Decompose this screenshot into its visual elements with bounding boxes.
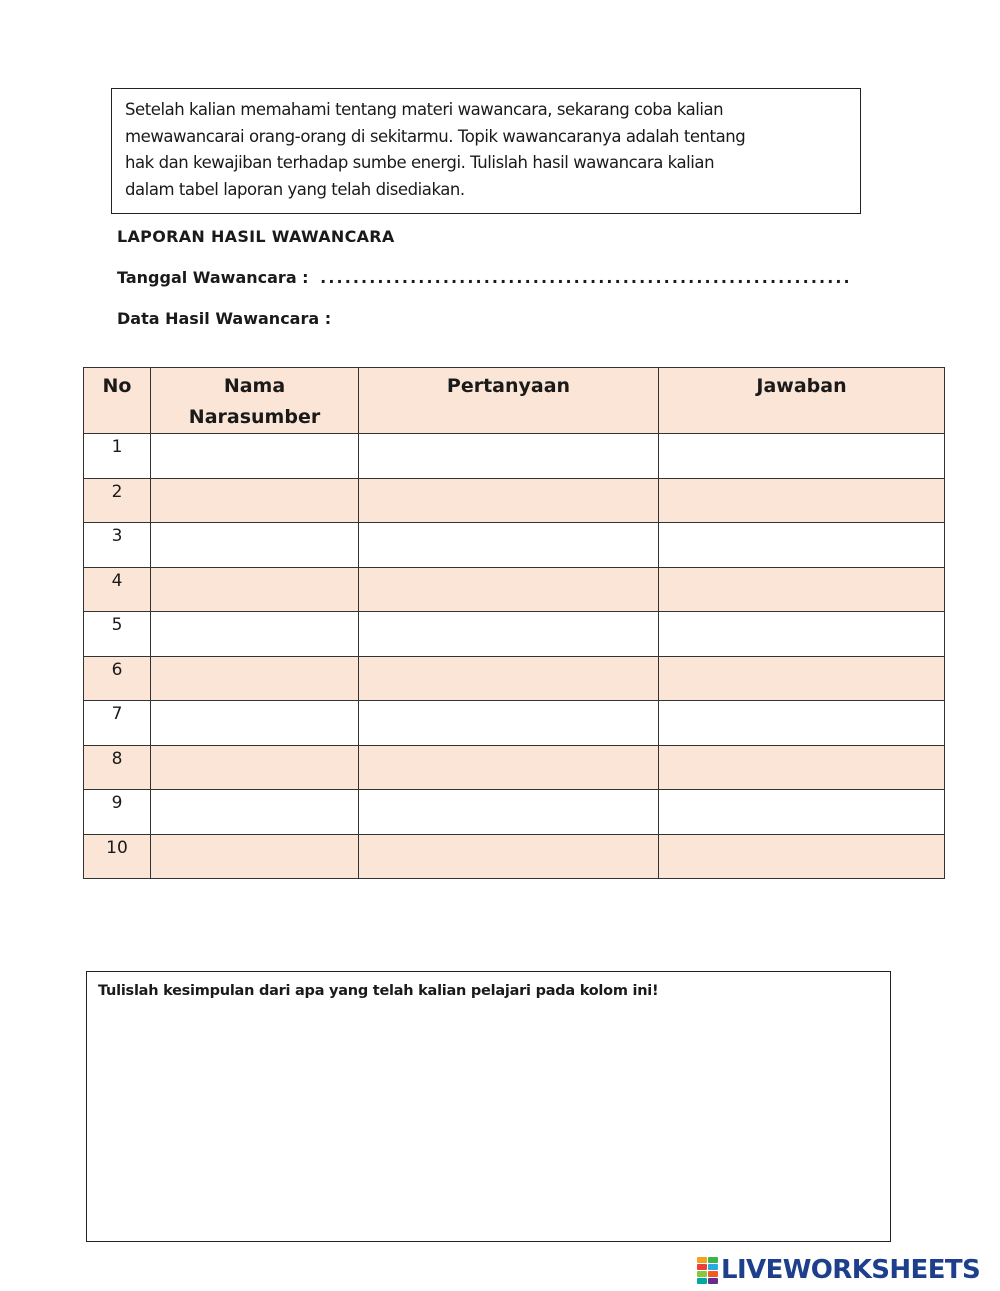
header-source-name-line2: Narasumber <box>188 406 321 428</box>
source-name-cell[interactable] <box>151 834 359 879</box>
logo-tile-2 <box>708 1257 718 1263</box>
source-name-cell[interactable] <box>151 434 359 479</box>
table-row <box>84 523 945 568</box>
instruction-box <box>111 88 861 214</box>
table-row <box>84 701 945 746</box>
table-header-row <box>84 368 945 434</box>
table-row <box>84 478 945 523</box>
liveworksheets-brand <box>697 1256 980 1284</box>
logo-tile-6 <box>708 1271 718 1277</box>
source-name-cell[interactable] <box>151 745 359 790</box>
interview-report-table <box>83 367 945 879</box>
answer-cell[interactable] <box>659 434 945 479</box>
logo-tile-3 <box>697 1264 707 1270</box>
answer-cell[interactable] <box>659 478 945 523</box>
row-number: 3 <box>84 523 151 568</box>
answer-cell[interactable] <box>659 567 945 612</box>
table-row <box>84 612 945 657</box>
instruction-line-1: Setelah kalian memahami tentang materi wawancara, sekarang coba kalian <box>125 100 724 119</box>
question-cell[interactable] <box>359 612 659 657</box>
answer-cell[interactable] <box>659 612 945 657</box>
logo-tile-4 <box>708 1264 718 1270</box>
question-cell[interactable] <box>359 745 659 790</box>
header-no: No <box>84 368 151 434</box>
liveworksheets-logo-icon <box>697 1257 718 1284</box>
answer-cell[interactable] <box>659 745 945 790</box>
header-answer: Jawaban <box>659 368 945 434</box>
source-name-cell[interactable] <box>151 478 359 523</box>
answer-cell[interactable] <box>659 790 945 835</box>
question-cell[interactable] <box>359 434 659 479</box>
source-name-cell[interactable] <box>151 790 359 835</box>
conclusion-box[interactable] <box>86 971 891 1242</box>
interview-date-field[interactable]: ................................................................. <box>320 268 852 287</box>
question-cell[interactable] <box>359 701 659 746</box>
logo-tile-8 <box>708 1278 718 1284</box>
row-number: 7 <box>84 701 151 746</box>
answer-cell[interactable] <box>659 523 945 568</box>
interview-data-label: Data Hasil Wawancara : <box>117 309 332 328</box>
instruction-line-3: hak dan kewajiban terhadap sumbe energi. Tulislah hasil wawancara kalian <box>125 153 715 172</box>
table-row <box>84 745 945 790</box>
row-number: 6 <box>84 656 151 701</box>
instruction-line-2: mewawancarai orang-orang di sekitarmu. Topik wawancaranya adalah tentang <box>125 126 746 146</box>
table-row <box>84 834 945 879</box>
instruction-line-4: dalam tabel laporan yang telah disediakan. <box>125 179 465 199</box>
table-row <box>84 656 945 701</box>
logo-tile-5 <box>697 1271 707 1277</box>
row-number: 1 <box>84 434 151 479</box>
interview-date-row <box>117 268 852 287</box>
question-cell[interactable] <box>359 523 659 568</box>
liveworksheets-wordmark: LIVEWORKSHEETS <box>721 1255 981 1285</box>
source-name-cell[interactable] <box>151 612 359 657</box>
source-name-cell[interactable] <box>151 567 359 612</box>
row-number: 5 <box>84 612 151 657</box>
answer-cell[interactable] <box>659 834 945 879</box>
question-cell[interactable] <box>359 834 659 879</box>
row-number: 4 <box>84 567 151 612</box>
logo-tile-1 <box>697 1257 707 1263</box>
question-cell[interactable] <box>359 478 659 523</box>
header-source-name-line1: Nama <box>223 375 286 397</box>
answer-cell[interactable] <box>659 701 945 746</box>
answer-cell[interactable] <box>659 656 945 701</box>
table-row <box>84 434 945 479</box>
source-name-cell[interactable] <box>151 701 359 746</box>
conclusion-prompt: Tulislah kesimpulan dari apa yang telah kalian pelajari pada kolom ini! <box>98 983 659 999</box>
report-title: LAPORAN HASIL WAWANCARA <box>117 227 395 246</box>
question-cell[interactable] <box>359 790 659 835</box>
question-cell[interactable] <box>359 656 659 701</box>
row-number: 9 <box>84 790 151 835</box>
table-row <box>84 567 945 612</box>
row-number: 2 <box>84 478 151 523</box>
header-source-name <box>151 368 359 434</box>
question-cell[interactable] <box>359 567 659 612</box>
source-name-cell[interactable] <box>151 656 359 701</box>
header-question: Pertanyaan <box>359 368 659 434</box>
row-number: 8 <box>84 745 151 790</box>
table-row <box>84 790 945 835</box>
source-name-cell[interactable] <box>151 523 359 568</box>
interview-date-label: Tanggal Wawancara : <box>117 268 309 287</box>
row-number: 10 <box>84 834 151 879</box>
logo-tile-7 <box>697 1278 707 1284</box>
